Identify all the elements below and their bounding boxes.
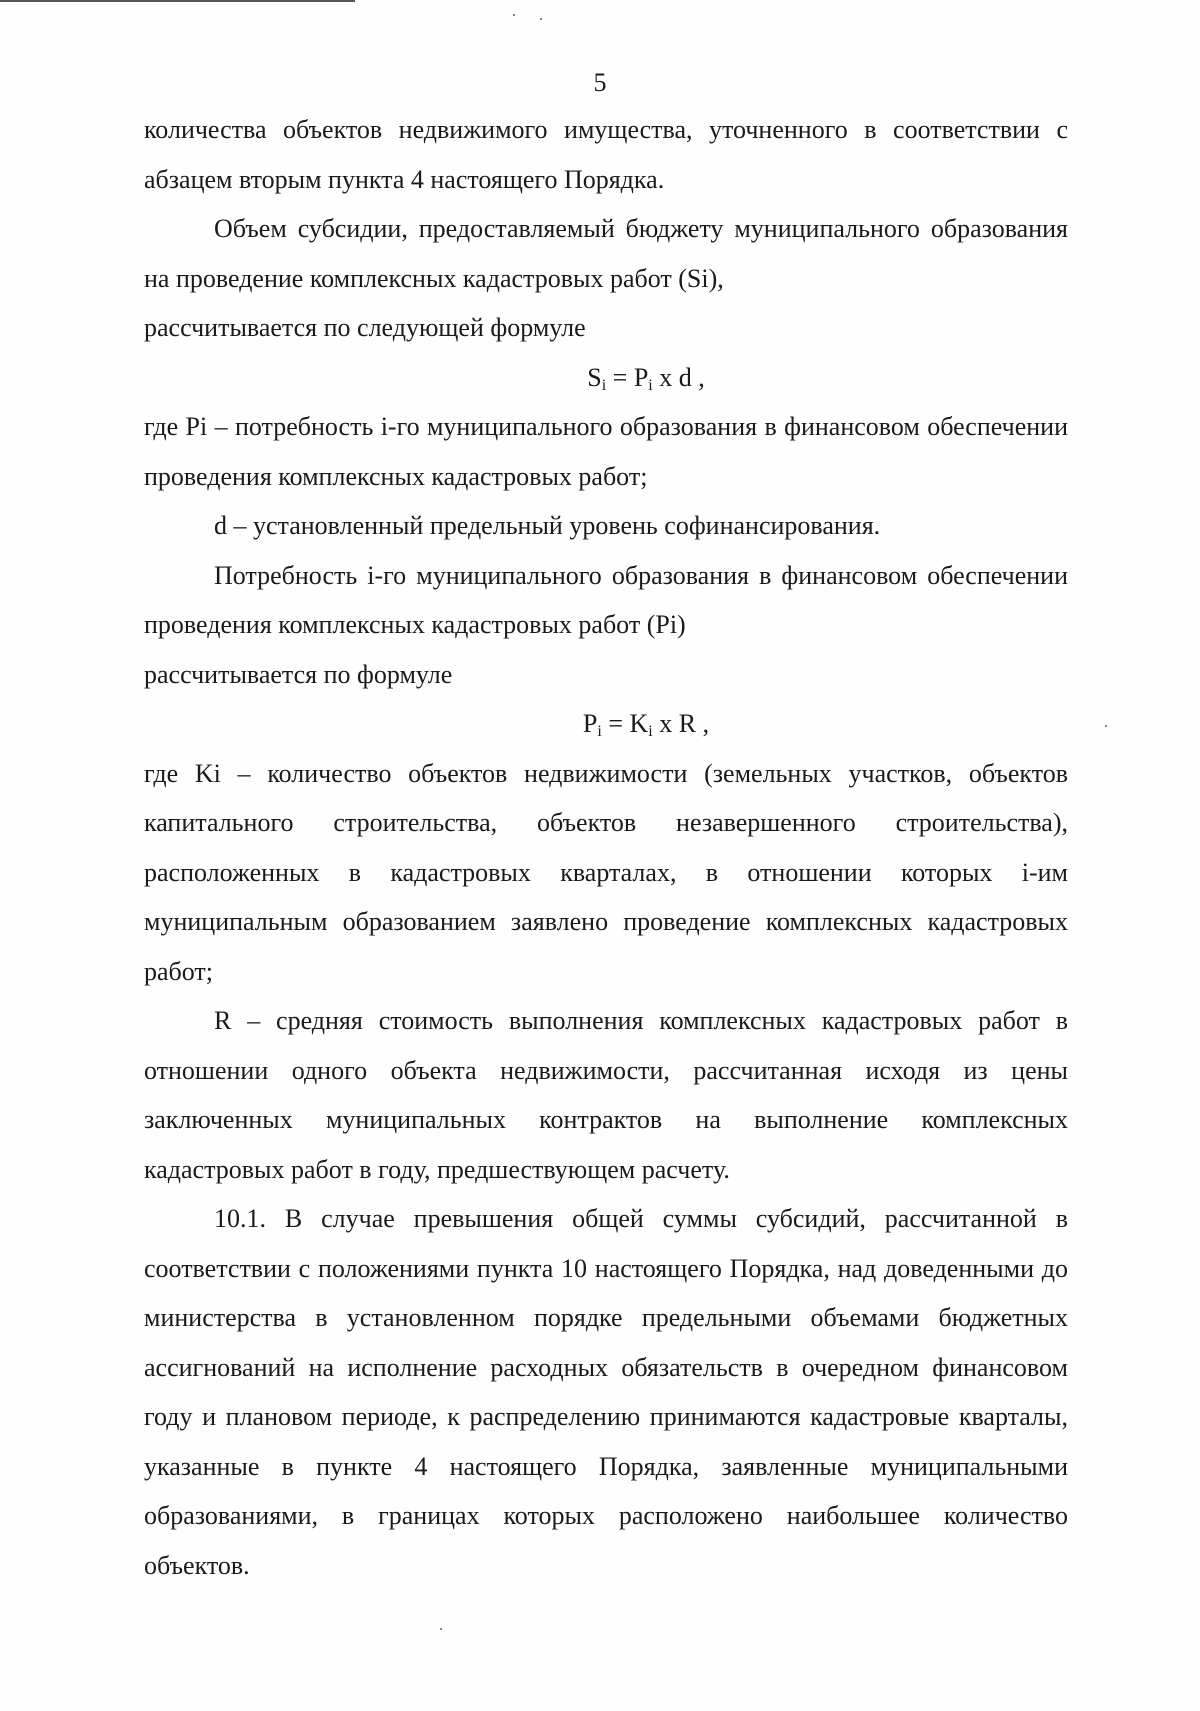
scan-speck	[1105, 725, 1107, 727]
paragraph-where-pi: где Pi – потребность i-го муниципального образования в финансовом обеспечении проведения комплексных кадастровых работ;	[144, 412, 1068, 491]
formula-rhs: K	[629, 709, 649, 738]
scan-edge-mark	[0, 0, 355, 2]
formula-subsidy: $S_i = P_i$ x d ,	[587, 362, 705, 394]
scan-speck	[513, 14, 515, 16]
paragraph-10-1: 10.1. В случае превышения общей суммы субсидий, рассчитанной в соответствии с положениями пункта 10 настоящего Порядка, над доведенными до министерства в установленном порядке предельными объемами бюджетных ассигнований на исполнение расходных обязательств в очередном финансовом году и плановом периоде, к распределению принимаются кадастровые кварталы, указанные в пункте 4 настоящего Порядка, заявленные муниципальными образованиями, в границах которых расположено наибольшее количество объектов.	[144, 1204, 1068, 1580]
formula-rhs-subscript: i	[648, 376, 653, 394]
document-body	[144, 105, 1068, 1590]
formula-lhs-subscript: i	[601, 376, 607, 394]
scan-speck	[540, 18, 542, 20]
paragraph-r-definition: R – средняя стоимость выполнения комплексных кадастровых работ в отношении одного объекта недвижимости, рассчитанная исходя из цены заключенных муниципальных контрактов на выполнение комплексных кадастровых работ в году, предшествующем расчету.	[144, 1006, 1068, 1184]
formula-tail: x d ,	[659, 362, 705, 392]
formula-rhs-subscript: i	[648, 723, 653, 740]
paragraph-where-ki: где Ki – количество объектов недвижимости (земельных участков, объектов капитального строительства, объектов незавершенного строительства), расположенных в кадастровых кварталах, в отношении которых i-им муниципальным образованием заявлено проведение комплексных кадастровых работ;	[144, 758, 1068, 986]
formula-lhs: P	[582, 709, 598, 738]
paragraph-need: Потребность i-го муниципального образования в финансовом обеспечении проведения комплексных кадастровых работ (Pi)	[144, 560, 1068, 639]
paragraph-continuation: количества объектов недвижимого имущества, уточненного в соответствии с абзацем вторым пункта 4 настоящего Порядка.	[144, 115, 1068, 194]
formula-lhs-subscript: i	[597, 723, 602, 740]
page-number: 5	[593, 68, 607, 97]
paragraph-subsidy-volume: Объем субсидии, предоставляемый бюджету муниципального образования на проведение комплексных кадастровых работ (Si),	[144, 214, 1068, 293]
formula-tail: x R ,	[659, 709, 710, 738]
formula-need: $P_i = K_i$ x R ,	[582, 709, 710, 740]
formula-lhs: S	[587, 362, 602, 392]
paragraph-subsidy-volume-tail: рассчитывается по следующей формуле	[144, 313, 586, 342]
scan-speck	[440, 1628, 442, 1630]
formula-rhs: P	[633, 362, 649, 392]
paragraph-need-tail: рассчитывается по формуле	[144, 659, 453, 689]
paragraph-d-definition: d – установленный предельный уровень софинансирования.	[214, 511, 881, 540]
